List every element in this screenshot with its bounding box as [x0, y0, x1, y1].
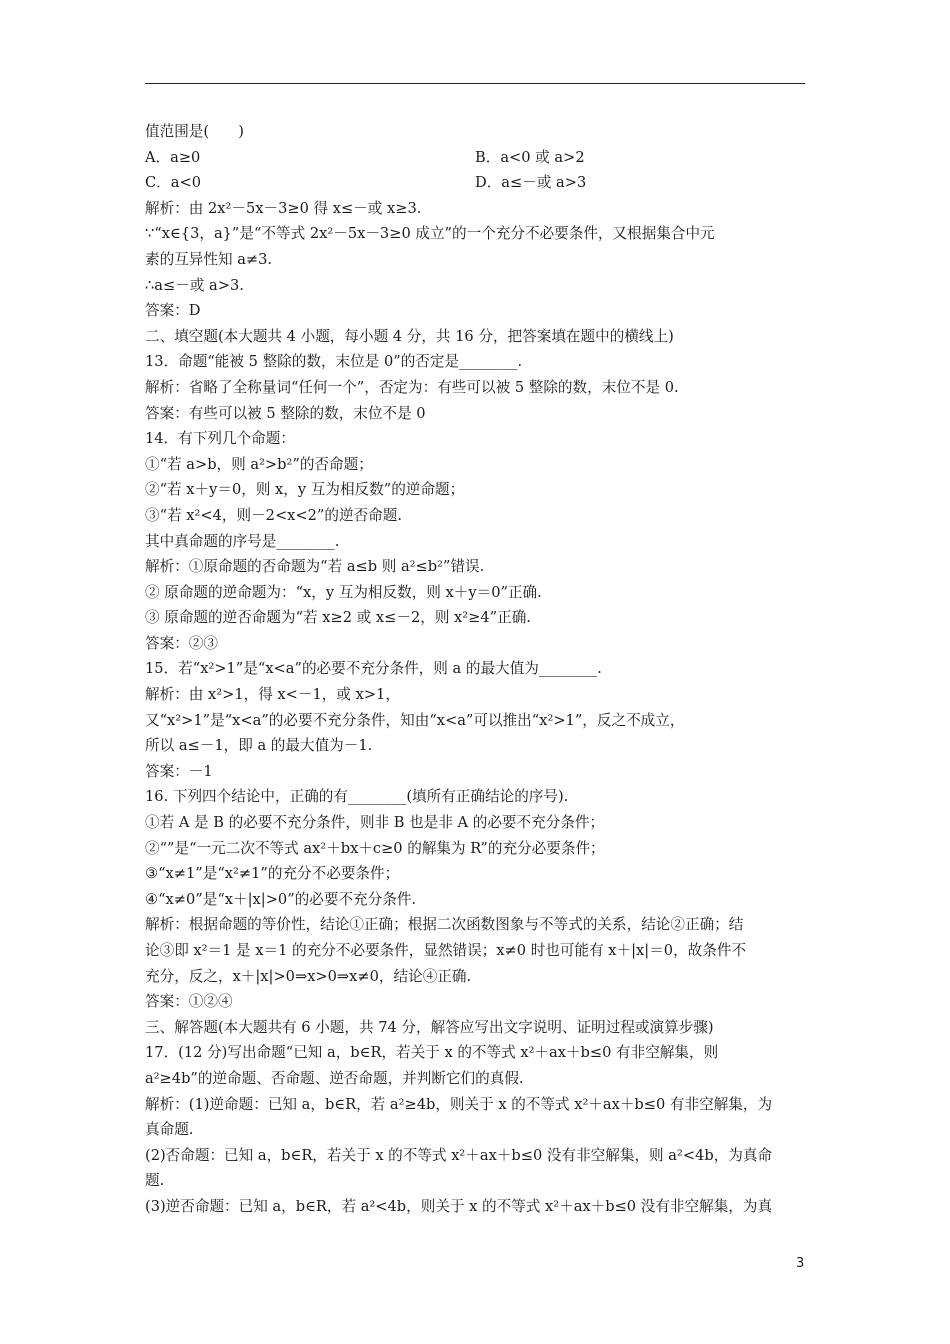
- text-line: 解析：①原命题的否命题为“若 a≤b 则 a²≤b²”错误.: [145, 558, 485, 576]
- text-line: ③“若 x²<4，则－2<x<2”的逆否命题.: [145, 506, 402, 524]
- text-line: ①若 A 是 B 的必要不充分条件，则非 B 也是非 A 的必要不充分条件；: [145, 814, 605, 832]
- text-line: 值范围是( ): [145, 123, 244, 140]
- text-line: 真命题.: [145, 1121, 194, 1139]
- option-d: D．a≤－或 a>3: [475, 174, 587, 192]
- text-line: 解析：(1)逆命题：已知 a，b∈R，若 a²≥4b，则关于 x 的不等式 x²＋ax＋b≤0 有非空解集，为: [145, 1095, 773, 1113]
- question-17: 17．(12 分)写出命题“已知 a，b∈R，若关于 x 的不等式 x²＋ax＋b≤0 有非空解集，则: [145, 1044, 719, 1062]
- question-13: 13．命题“能被 5 整除的数，末位是 0”的否定是________.: [145, 353, 523, 371]
- text-line: 论③即 x²＝1 是 x＝1 的充分不必要条件，显然错误；x≠0 时也可能有 x＋|x|＝0，故条件不: [145, 942, 747, 959]
- text-line: ②“”是“一元二次不等式 ax²＋bx＋c≥0 的解集为 R”的充分必要条件；: [145, 839, 605, 857]
- answer-line: 答案：D: [145, 302, 201, 320]
- text-line: ①“若 a>b，则 a²>b²”的否命题；: [145, 455, 373, 473]
- text-line: (3)逆否命题：已知 a，b∈R，若 a²<4b，则关于 x 的不等式 x²＋ax＋b≤0 没有非空解集，为真: [145, 1197, 773, 1215]
- text-line: 解析：由 2x²－5x－3≥0 得 x≤－或 x≥3.: [145, 199, 422, 217]
- answer-line: 答案：有些可以被 5 整除的数，末位不是 0: [145, 404, 426, 422]
- text-line: ∵“x∈{3，a}”是“不等式 2x²－5x－3≥0 成立”的一个充分不必要条件，又根据集合中元: [145, 225, 715, 243]
- answer-line: 答案：①②④: [145, 993, 233, 1011]
- text-line: ② 原命题的逆命题为：“x，y 互为相反数，则 x＋y＝0”正确.: [145, 583, 542, 601]
- text-line: 解析：由 x²>1，得 x<－1，或 x>1，: [145, 686, 400, 704]
- option-b: B．a<0 或 a>2: [475, 148, 585, 166]
- question-14: 14．有下列几个命题：: [145, 430, 295, 448]
- options-row: [145, 170, 813, 196]
- text-line: 充分，反之，x＋|x|>0⇒x>0⇒x≠0，结论④正确.: [145, 967, 472, 985]
- question-15: 15．若“x²>1”是“x<a”的必要不充分条件，则 a 的最大值为________.: [145, 660, 602, 678]
- answer-line: 答案：－1: [145, 762, 213, 780]
- text-line: ④“x≠0”是“x＋|x|>0”的必要不充分条件.: [145, 890, 417, 908]
- page-number: 3: [796, 1256, 805, 1271]
- text-line: a²≥4b”的逆命题、否命题、逆否命题，并判断它们的真假.: [145, 1069, 524, 1087]
- text-line: 解析：省略了全称量词“任何一个”，否定为：有些可以被 5 整除的数，末位不是 0.: [145, 378, 679, 396]
- text-line: ③ 原命题的逆否命题为“若 x≥2 或 x≤－2，则 x²≥4”正确.: [145, 609, 531, 627]
- text-line: (2)否命题：已知 a，b∈R，若关于 x 的不等式 x²＋ax＋b≤0 没有非空解集，则 a²<4b，为真命: [145, 1146, 773, 1164]
- section-heading: 三、解答题(本大题共有 6 小题，共 74 分，解答应写出文字说明、证明过程或演算步骤): [145, 1018, 714, 1036]
- document-body: [145, 119, 813, 1220]
- question-16: 16. 下列四个结论中，正确的有________(填所有正确结论的序号).: [145, 788, 569, 806]
- text-line: ②“若 x＋y＝0，则 x，y 互为相反数”的逆命题；: [145, 481, 465, 499]
- option-c: C．a<0: [145, 174, 201, 192]
- answer-line: 答案：②③: [145, 634, 218, 652]
- text-line: 解析：根据命题的等价性，结论①正确；根据二次函数图象与不等式的关系，结论②正确；结: [145, 916, 744, 934]
- text-line: ③“x≠1”是“x²≠1”的充分不必要条件；: [145, 865, 400, 883]
- text-line: 其中真命题的序号是________.: [145, 532, 340, 550]
- text-line: 题.: [145, 1172, 165, 1190]
- text-line: 又“x²>1”是“x<a”的必要不充分条件，知由“x<a”可以推出“x²>1”，反之不成立，: [145, 711, 685, 729]
- text-line: 素的互异性知 a≠3.: [145, 250, 273, 268]
- text-line: ∴a≤－或 a>3.: [145, 276, 244, 294]
- section-heading: 二、填空题(本大题共 4 小题，每小题 4 分，共 16 分，把答案填在题中的横线上): [145, 327, 674, 345]
- text-line: 所以 a≤－1，即 a 的最大值为－1.: [145, 737, 373, 755]
- options-row: [145, 145, 813, 171]
- option-a: A．a≥0: [145, 148, 201, 166]
- header-rule: [145, 83, 805, 84]
